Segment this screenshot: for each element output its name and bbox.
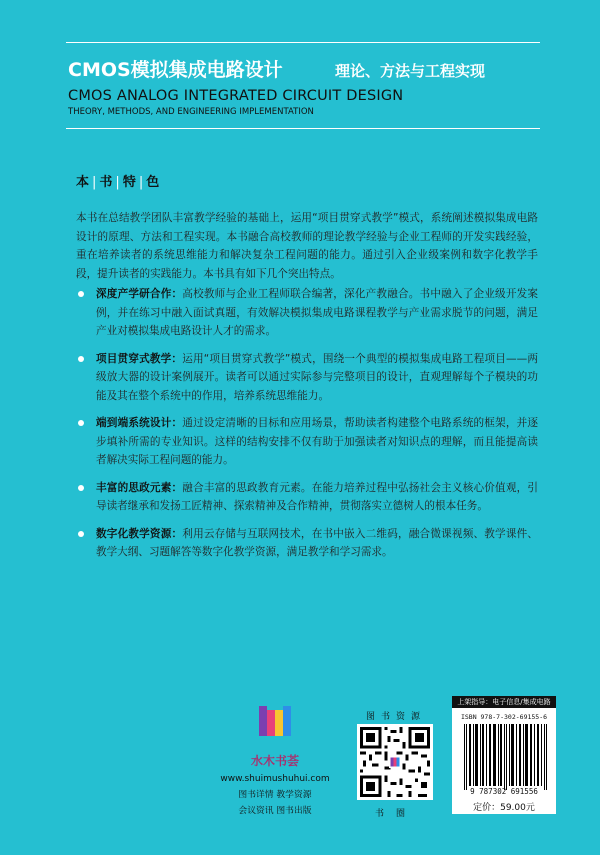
book-subtitle-en: THEORY, METHODS, AND ENGINEERING IMPLEMENTATION [68,107,314,117]
bullet-dot-icon [78,356,84,362]
features-heading: 本 | 书 | 特 | 色 [76,175,161,190]
feature-item-project [76,350,538,406]
bullet-dot-icon [78,485,84,491]
header-divider [66,128,540,129]
publisher-services-2: 会议资讯 图书出版 [238,806,312,816]
feature-text: 高校教师与企业工程师联合编著，深化产教融合。书中融入了企业级开发案例，并在练习中融入面试真题，有效解决模拟集成电路课程教学与产业需求脱节的问题，满足产业对模拟集成电路设计人才的需求。 [96,288,538,337]
book-title-cn: CMOS模拟集成电路设计 [68,59,283,81]
price-label: 定价：59.00元 [473,803,535,813]
publisher-block [210,700,340,816]
feature-list [76,285,538,571]
qr-top-label: 图书资源 [365,712,426,722]
heading-char: 书 [99,175,114,190]
feature-item-digital [76,525,538,562]
publisher-name: 水木书荟 [250,754,299,768]
feature-item-industry [76,285,538,341]
feature-head: 端到端系统设计： [96,417,183,429]
publisher-url[interactable]: www.shuimushuhui.com [220,774,330,784]
feature-head: 深度产学研合作： [96,288,183,300]
qr-code-icon[interactable] [357,724,433,800]
qr-bottom-label: 书圈 [374,809,417,819]
intro-paragraph: 本书在总结教学团队丰富教学经验的基础上，运用“项目贯穿式教学”模式，系统阐述模拟集成电路设计的原理、方法和工程实现。本书融合高校教师的理论教学经验与企业工程师的开发实践经验，重在培养读者的系统思维能力和解决复杂工程问题的能力。通过引入企业级案例和数字化教学手段，提升读者的实践能力。本书具有如下几个突出特点。 [76,212,538,280]
feature-head: 数字化教学资源： [96,527,183,540]
bullet-dot-icon [78,531,84,537]
bullet-dot-icon [78,291,84,297]
heading-char: 特 [122,175,137,190]
barcode-icon [462,724,550,790]
isbn-text: ISBN 978-7-302-69155-6 [460,713,548,721]
feature-item-ideology [76,479,538,516]
bullet-dot-icon [78,420,84,426]
publisher-services-1: 图书详情 教学资源 [238,790,312,800]
heading-char: 本 [76,175,91,190]
book-title-en: CMOS ANALOG INTEGRATED CIRCUIT DESIGN [68,88,404,104]
publisher-logo-icon [254,700,296,742]
feature-text: 利用云存储与互联网技术，在书中嵌入二维码，融合微课视频、教学课件、教学大纲、习题解答等数字化教学资源，满足教学和学习需求。 [96,527,538,558]
heading-char: 色 [146,175,161,190]
feature-text: 运用“项目贯穿式教学”模式，围绕一个典型的模拟集成电路工程项目——两级放大器的设计案例展开。读者可以通过实际参与完整项目的设计，直观理解每个子模块的功能及其在整个系统中的作用，培养系统思维能力。 [96,352,538,402]
feature-head: 项目贯穿式教学： [96,352,183,365]
book-subtitle-cn: 理论、方法与工程实现 [335,62,486,80]
feature-item-system [76,414,538,470]
feature-text: 融合丰富的思政教育元素。在能力培养过程中弘扬社会主义核心价值观，引导读者继承和发扬工匠精神、探索精神及合作精神，贯彻落实立德树人的根本任务。 [96,481,538,512]
feature-text: 通过设定清晰的目标和应用场景，帮助读者构建整个电路系统的框架，并逐步填补所需的专业知识。这样的结构安排不仅有助于加强读者对知识点的理解，而且能提高读者解决实际工程问题的能力。 [96,417,538,466]
barcode-number: 9 787302 691556 [470,787,538,796]
top-divider [66,42,540,43]
shelf-category: 上架指导：电子信息/集成电路 [452,696,556,708]
feature-head: 丰富的思政元素： [96,481,183,494]
